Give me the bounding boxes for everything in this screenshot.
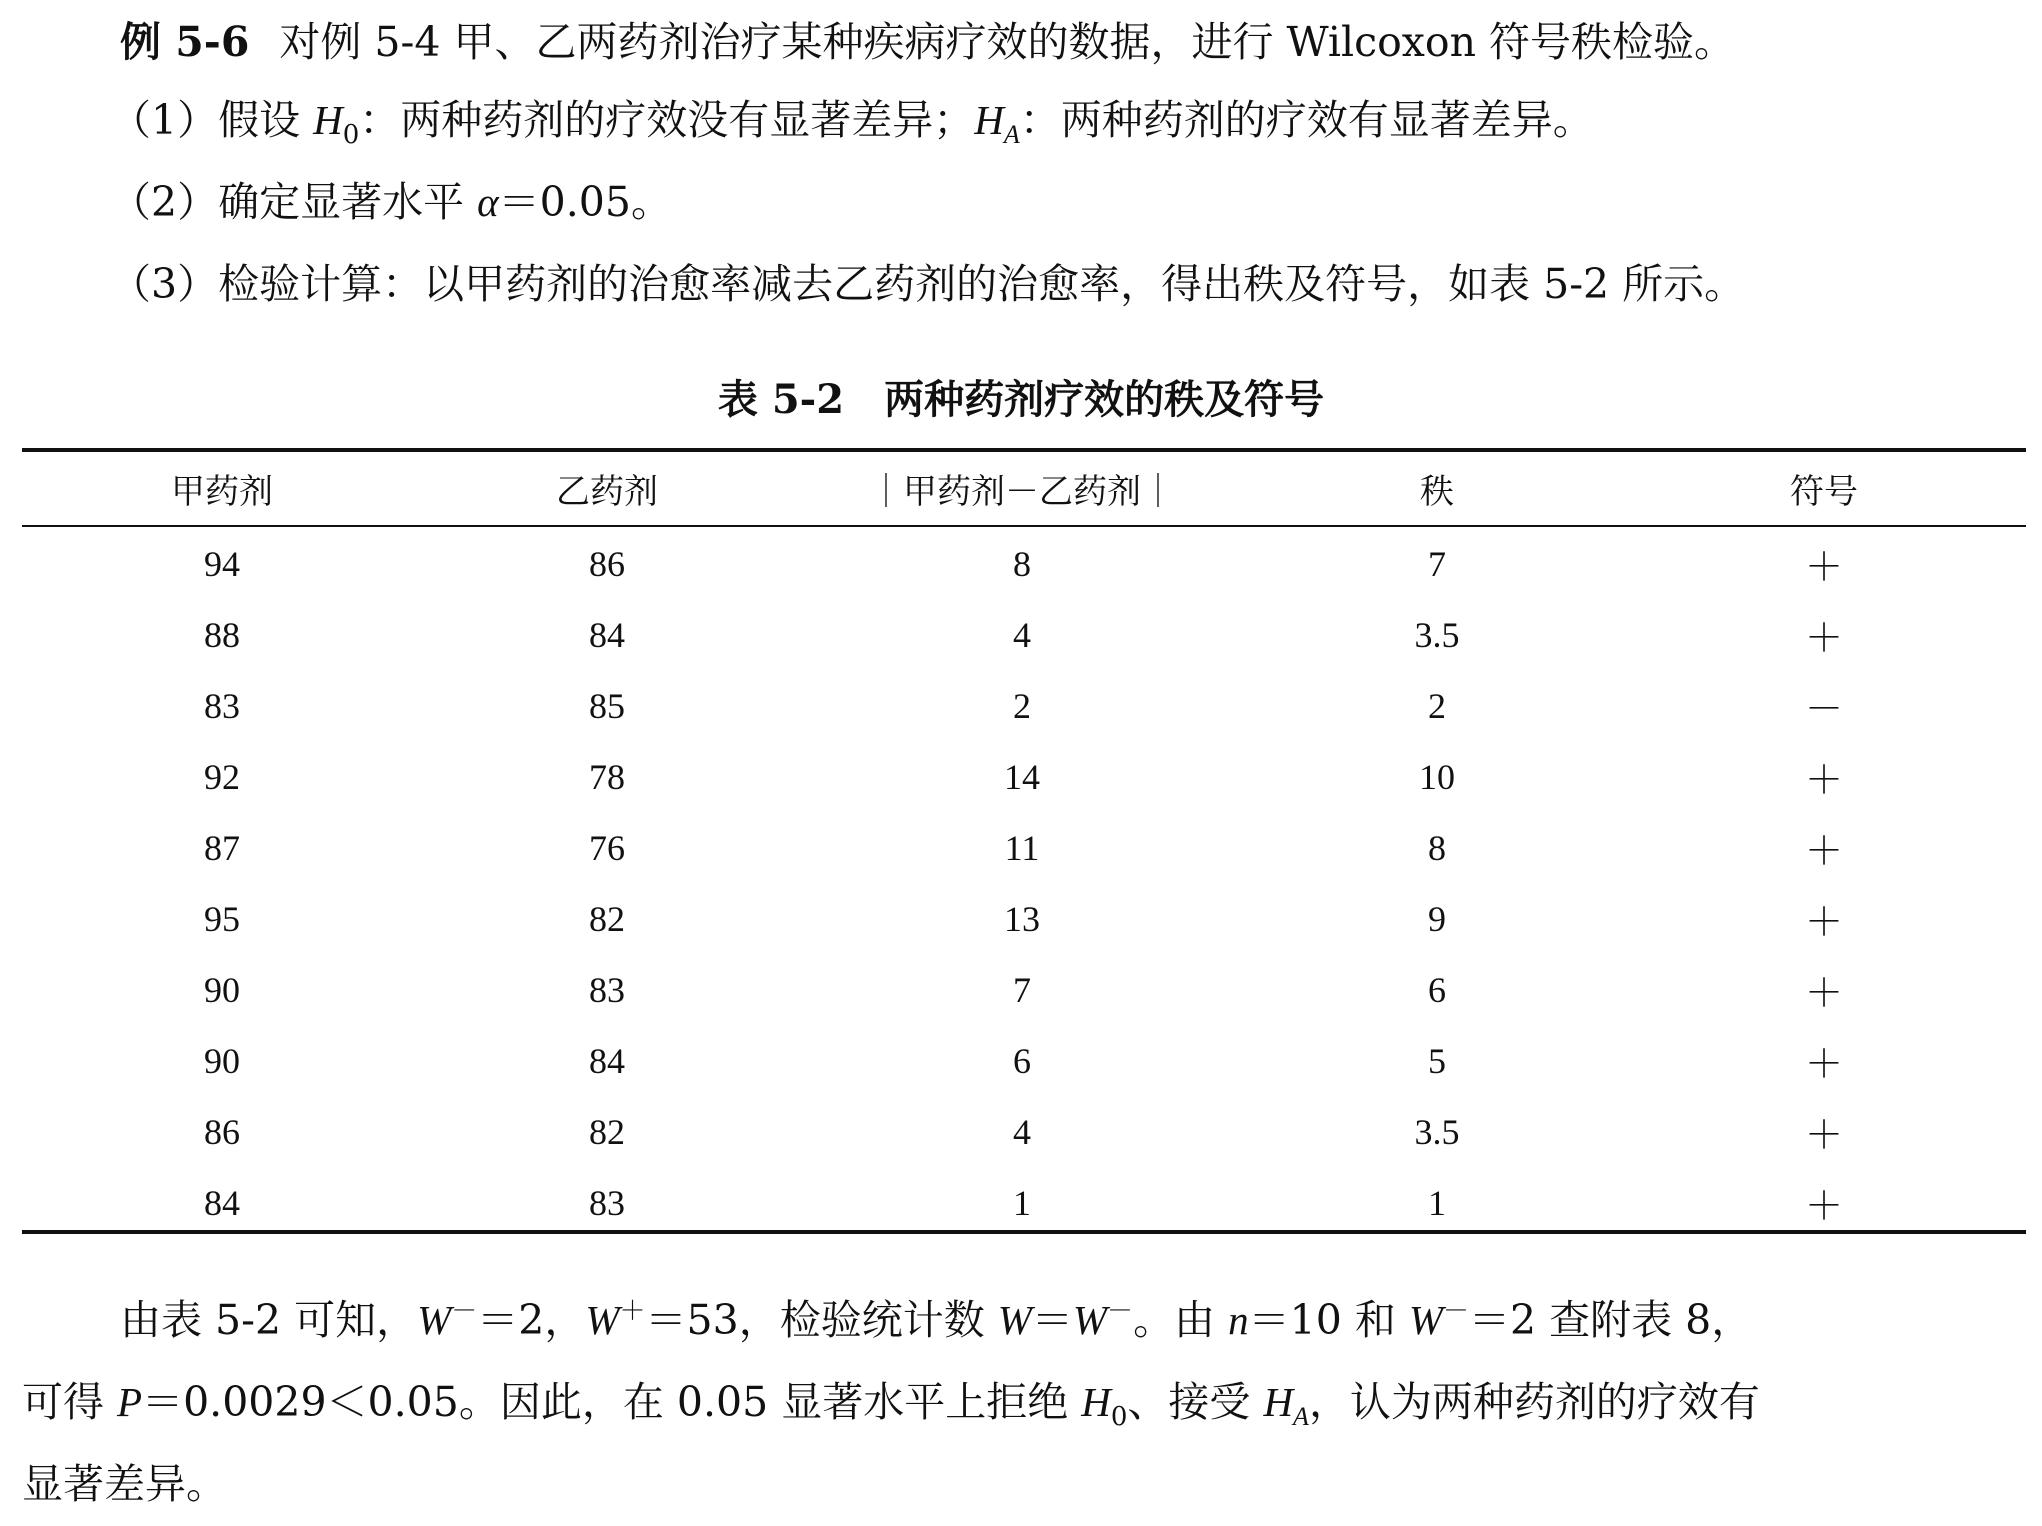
step-3-calculation: （3）检验计算：以甲药剂的治愈率减去乙药剂的治愈率，得出秩及符号，如表 5-2 所示。 [110, 260, 1746, 308]
cell-drug-a: 90 [204, 1040, 240, 1081]
cell-drug-a: 92 [204, 756, 240, 797]
step-2-significance: （2）确定显著水平 α＝0.05。 [110, 178, 672, 226]
table-row [22, 1167, 2026, 1238]
table-row [22, 1096, 2026, 1167]
table-body [0, 528, 2004, 1238]
cell-drug-a: 86 [204, 1111, 240, 1152]
cell-drug-b: 86 [589, 543, 625, 584]
h0-symbol: H [313, 97, 343, 143]
header-drug-b: 乙药剂 [556, 472, 658, 512]
cell-sign: ＋ [1804, 758, 1843, 802]
table-row [22, 954, 2026, 1025]
cell-sign: ＋ [1804, 971, 1843, 1015]
table-bottom-rule [22, 1230, 2026, 1234]
cell-sign: ＋ [1804, 1113, 1843, 1157]
cell-rank: 2 [1428, 685, 1446, 726]
table-header-rule [22, 525, 2026, 527]
cell-abs-diff: 4 [1013, 614, 1031, 655]
cell-drug-b: 82 [589, 1111, 625, 1152]
example-label: 例 5-6 [120, 18, 250, 66]
cell-drug-b: 84 [589, 614, 625, 655]
cell-drug-a: 84 [204, 1182, 240, 1223]
table-caption: 表 5-2 两种药剂疗效的秩及符号 [717, 376, 1325, 423]
cell-drug-b: 83 [589, 1182, 625, 1223]
table-row [22, 528, 2026, 599]
cell-drug-a: 87 [204, 827, 240, 868]
cell-drug-a: 83 [204, 685, 240, 726]
header-abs-diff: ｜甲药剂－乙药剂｜ [869, 472, 1175, 512]
table-row [22, 670, 2026, 741]
cell-sign: ＋ [1804, 545, 1843, 589]
cell-drug-b: 76 [589, 827, 625, 868]
cell-sign: ＋ [1804, 1042, 1843, 1086]
ha-symbol: H [974, 97, 1004, 143]
table-row [22, 812, 2026, 883]
cell-abs-diff: 7 [1013, 969, 1031, 1010]
cell-abs-diff: 11 [1004, 827, 1040, 868]
example-line [120, 0, 1735, 84]
cell-drug-a: 95 [204, 898, 240, 939]
cell-rank: 6 [1428, 969, 1446, 1010]
cell-drug-b: 78 [589, 756, 625, 797]
alpha-symbol: α [477, 179, 499, 225]
conclusion-line-2: 可得 P＝0.0029＜0.05。因此，在 0.05 显著水平上拒绝 $H_0$、接受 $H_A$，认为两种药剂的疗效有 [22, 1378, 1760, 1433]
table-row [22, 599, 2026, 670]
cell-drug-b: 84 [589, 1040, 625, 1081]
cell-rank: 7 [1428, 543, 1446, 584]
cell-rank: 3.5 [1414, 614, 1460, 655]
cell-rank: 1 [1428, 1182, 1446, 1223]
cell-drug-b: 82 [589, 898, 625, 939]
cell-abs-diff: 14 [1004, 756, 1040, 797]
cell-abs-diff: 13 [1004, 898, 1040, 939]
step-1-hypothesis: （1）假设 $H_0$：两种药剂的疗效没有显著差异；$H_A$：两种药剂的疗效有显著差异。 [110, 96, 1594, 151]
cell-rank: 9 [1428, 898, 1446, 939]
table-row [22, 1025, 2026, 1096]
cell-abs-diff: 6 [1013, 1040, 1031, 1081]
example-text: 对例 5-4 甲、乙两药剂治疗某种疾病疗效的数据，进行 Wilcoxon 符号秩检验。 [279, 18, 1736, 66]
cell-sign: ＋ [1804, 616, 1843, 660]
cell-sign: － [1804, 687, 1843, 731]
table-row [22, 741, 2026, 812]
conclusion-line-3: 显著差异。 [22, 1460, 227, 1508]
cell-rank: 8 [1428, 827, 1446, 868]
cell-abs-diff: 1 [1013, 1182, 1031, 1223]
cell-abs-diff: 2 [1013, 685, 1031, 726]
cell-rank: 3.5 [1414, 1111, 1460, 1152]
cell-drug-b: 85 [589, 685, 625, 726]
table-row [22, 883, 2026, 954]
cell-rank: 5 [1428, 1040, 1446, 1081]
table-header [22, 452, 2026, 525]
cell-abs-diff: 4 [1013, 1111, 1031, 1152]
cell-sign: ＋ [1804, 829, 1843, 873]
conclusion-line-1: 由表 5-2 可知，W－＝2，W＋＝53，检验统计数 W＝W－。由 n＝10 和 W－＝2 查附表 8， [120, 1296, 1753, 1344]
header-sign: 符号 [1790, 472, 1858, 512]
cell-abs-diff: 8 [1013, 543, 1031, 584]
header-drug-a: 甲药剂 [171, 472, 273, 512]
cell-drug-b: 83 [589, 969, 625, 1010]
cell-drug-a: 94 [204, 543, 240, 584]
cell-drug-a: 90 [204, 969, 240, 1010]
cell-drug-a: 88 [204, 614, 240, 655]
header-rank: 秩 [1420, 472, 1454, 512]
cell-sign: ＋ [1804, 1184, 1843, 1228]
cell-sign: ＋ [1804, 900, 1843, 944]
cell-rank: 10 [1419, 756, 1455, 797]
